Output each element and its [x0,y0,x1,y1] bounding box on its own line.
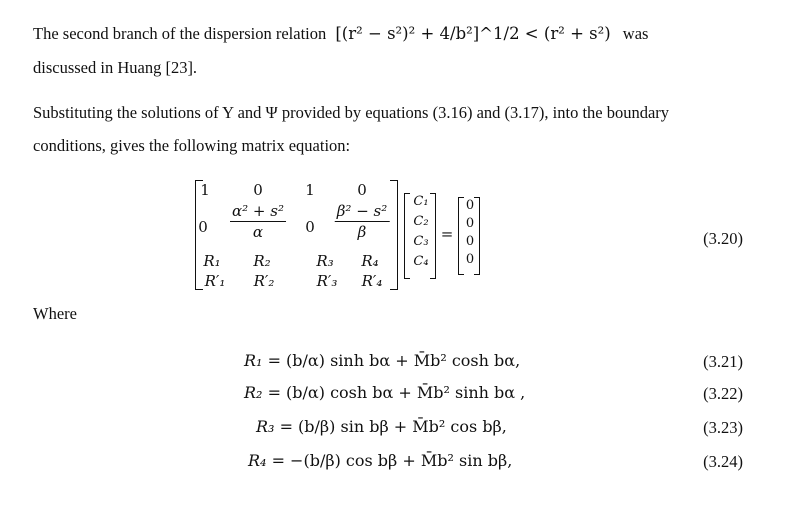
equation-number-3-24: (3.24) [703,452,743,471]
c-vector-1: C₁ [413,194,429,209]
paragraph-1-line-1 [33,24,648,44]
where-label: Where [33,304,77,323]
equation-r2 [244,383,525,402]
paragraph-2-line-2: conditions, gives the following matrix equation: [33,136,351,155]
equation-r4 [248,451,512,470]
matrix-r3-c2: R₂ [253,252,271,270]
matrix-r4-c2: R′₂ [253,272,275,290]
matrix-r4-c4: R′₄ [361,272,383,290]
matrix-r4-c1: R′₁ [204,272,226,290]
paragraph-1-line-2: discussed in Huang [23]. [33,58,198,77]
equation-r1-lhs: R₁ [244,351,263,370]
equation-r1-rhs: = (b/α) sinh bα + M̄b² cosh bα, [267,351,521,370]
matrix-r1-c2: 0 [253,181,263,199]
matrix-r2-c4-fraction [335,202,390,241]
zero-vector-left-bracket [458,197,464,275]
matrix-r1-c1: 1 [200,181,210,199]
equation-r2-lhs: R₂ [244,383,263,402]
matrix-r2-c2 [230,202,286,241]
dispersion-relation-formula: [(r² − s²)² + 4/b²]^1/2 < (r² + s²) [335,24,611,43]
paragraph-1-text-a: The second branch of the dispersion relation [33,24,327,43]
equation-r4-rhs: = −(b/β) cos bβ + M̄b² sin bβ, [271,451,513,470]
equation-r1 [244,351,520,370]
c-vector-2: C₂ [413,214,429,229]
matrix-r4-c3: R′₃ [316,272,338,290]
equation-r2-rhs: = (b/α) cosh bα + M̄b² sinh bα , [267,383,526,402]
matrix-r3-c1: R₁ [203,252,221,270]
equation-r3-rhs: = (b/β) sin bβ + M̄b² cos bβ, [279,417,507,436]
matrix-right-bracket [390,180,398,290]
matrix-r2-c3: 0 [305,218,315,236]
matrix-r1-c4: 0 [357,181,367,199]
zero-vector-1: 0 [465,198,475,213]
paragraph-2-line-1: Substituting the solutions of Y and Ψ provided by equations (3.16) and (3.17), into the boundary [33,103,670,122]
matrix-r2-c2-fraction [230,202,286,241]
c-vector-right-bracket [430,193,436,279]
equation-r3-lhs: R₃ [256,417,275,436]
equation-r3 [256,417,507,436]
matrix-r2-c4-denominator: β [357,223,367,241]
matrix-r2-c4-numerator: β² − s² [336,202,388,220]
zero-vector-4: 0 [465,252,475,267]
c-vector-4: C₄ [413,254,429,269]
equation-number-3-21: (3.21) [703,352,743,371]
matrix-r1-c3: 1 [305,181,315,199]
zero-vector-3: 0 [465,234,475,249]
equals-sign: = [440,225,454,243]
matrix-r2-c1: 0 [198,218,208,236]
matrix-r2-c4 [335,202,390,241]
zero-vector-2: 0 [465,216,475,231]
equation-number-3-22: (3.22) [703,384,743,403]
equation-number-3-20: (3.20) [703,229,743,248]
matrix-r3-c3: R₃ [316,252,334,270]
matrix-r3-c4: R₄ [361,252,379,270]
equation-r4-lhs: R₄ [248,451,267,470]
c-vector-left-bracket [404,193,410,279]
equation-number-3-23: (3.23) [703,418,743,437]
zero-vector-right-bracket [474,197,480,275]
paragraph-1-text-b: was [622,24,649,43]
matrix-r2-c2-denominator: α [252,223,264,241]
c-vector-3: C₃ [413,234,429,249]
matrix-r2-c2-numerator: α² + s² [232,202,284,220]
